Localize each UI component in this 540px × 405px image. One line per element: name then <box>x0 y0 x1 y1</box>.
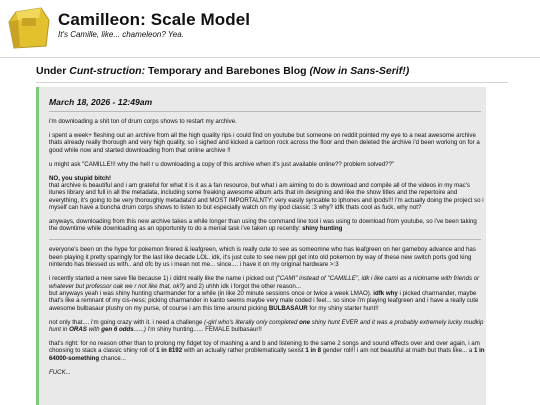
post-bold-text: 1 in 64000-something <box>49 347 485 362</box>
post-section-divider <box>49 239 481 240</box>
post-text: shiny hunt EVER and it was a probably extremely lucky mudkip hunt in <box>49 318 484 334</box>
post-paragraph <box>49 340 485 362</box>
blog-heading-prefix: Under <box>36 65 70 77</box>
post-text: with <box>86 326 102 334</box>
post-text: that archive is beautiful and i am grateful for what it is it as a fan resource, but what i am aiming to do is download and compile all of the videos in my mac's itunes library and full in all the metadata, including some freaking awesome album arts that im designing and like the show titles and the repertoire and everything, it's going to be very thoroughly metadata'd and MOST IMPORTALNTY: very easily syncable to iphones and ipods!!! i'm actually doing the project so i myself can have a buncha drum corps shows to listen to but especially watch on my ipod classic :3 why? idfk thats cool as fuck, why not? <box>49 181 484 212</box>
post-paragraph: i'm downloading a shit ton of drum corps shows to restart my archive. <box>49 118 237 125</box>
post-date-divider <box>49 111 481 112</box>
post-text: but anyways yeah i was shiny hunting charmander for a while (in like 20 minute sessions once or twice a week LMAO). <box>49 289 374 297</box>
post-text: for my shiny starter hunt!! <box>307 304 379 312</box>
header-divider <box>0 57 540 58</box>
post-bold-text: idfk why <box>373 289 398 297</box>
site-header <box>0 0 540 58</box>
post-text: (-girl who's literally only completed <box>204 318 300 326</box>
heading-divider <box>36 82 508 83</box>
post-paragraph <box>49 319 485 334</box>
post-paragraph <box>49 275 485 312</box>
post-text: ......) <box>133 326 146 334</box>
blog-heading-emphasis: Cunt-struction: <box>69 65 146 77</box>
post-text: i picked charmander, maybe that's like a remnant of my cis-ness; picking charmander in kanto seems maybe very male coded i feel... so since i'm playing leafgreen and i have a really cute awesome bulbasaur plushy on my purse, of course i am this time around picking <box>49 289 479 312</box>
post-text: with an actually rather problematically sexist <box>182 347 306 355</box>
post-body <box>49 118 485 383</box>
site-title[interactable]: Camilleon: Scale Model <box>58 10 251 29</box>
post-signoff: FUCK... <box>49 368 71 376</box>
blog-heading <box>36 65 516 77</box>
post-text: not only that.... i'm going crazy with it. i need a challenge <box>49 318 205 326</box>
post-text: and 2) uhhh idk i forgot the other reason... <box>184 282 301 290</box>
post-paragraph: u might ask "CAMILLE!!! why the hell r u downloading a copy of this archive when it's just available online?? problem solved??" <box>49 160 395 168</box>
post-date: March 18, 2026 - 12:49am <box>49 97 153 107</box>
post-bold-text: 1 in 8 <box>305 347 322 355</box>
post-bold-text: one <box>299 318 311 326</box>
post-text: i recently started a new save file because 1) i didnt really like the name i picked out <box>49 275 276 283</box>
post-bold-text: ORAS <box>69 326 87 334</box>
blog-post <box>36 87 486 405</box>
post-text: chance... <box>99 354 126 362</box>
post-text: that's right: for no reason other than to prolong my fidget toy of mashing a and b and listening to the same 2 songs and sound effects over and over again, i am choosing to stack a classic shiny roll of <box>49 339 480 355</box>
post-bold-text: NO, you stupid bitch! <box>49 174 112 182</box>
post-paragraph <box>49 175 485 212</box>
post-paragraph <box>49 218 485 233</box>
post-text: gender roll!! i am not beautiful at math but thats like... a <box>321 347 474 355</box>
blog-heading-suffix: (Now in Sans-Serif!) <box>309 65 410 77</box>
post-text: anyways, downloading from this new archive takes a while longer than using the command line tool i was using to download from youtube, so i've been taking the downtime while downloading as an opportunity to do a menial task i've taken up recently: <box>49 218 477 233</box>
post-text: i'm shiny hunting...... FEMALE bulbasaur!! <box>145 326 262 334</box>
post-italic-text: ("CAMI" instead of "CAMILLE", idk i like cami as a nickname with friends or whatever but professor oak we r not like that, ok?) <box>49 275 480 290</box>
post-bold-text: gen 6 odds <box>101 326 134 334</box>
blog-heading-main: Temporary and Barebones Blog <box>145 65 310 77</box>
post-bold-text: BULBASAUR <box>268 304 308 312</box>
camilleon-logo-icon <box>6 6 52 50</box>
post-bold-text: shiny hunting <box>302 225 343 233</box>
site-subtitle: It's Camille, like... chameleon? Yea. <box>58 30 184 39</box>
post-paragraph: i spent a week+ fleshing out an archive from all the high quality rips i could find on youtube but someone on reddit pointed my eye to a neat awesome archive thats already really thorough and very high quality, so i sighed and kicked a cartoon rock across the floor and then deleted the archive i'd been working on for a good while now and started downloading from that online archive !! <box>49 131 480 154</box>
post-paragraph: everyone's been on the hype for pokemon firered & leafgreen, which is really cute to see as someomne who has leafgreen on her gameboy advance and has been playing it pretty sparingly for the last like decade LOL. idk, it's just cute to see new ppl get into old pokemon by way of these new switch ports god king nintendo has blessed us with.. and ofc by us i mean not me... since.... i have it on my original hardware >:3 <box>49 246 476 269</box>
post-bold-text: 1 in 8192 <box>156 347 183 355</box>
